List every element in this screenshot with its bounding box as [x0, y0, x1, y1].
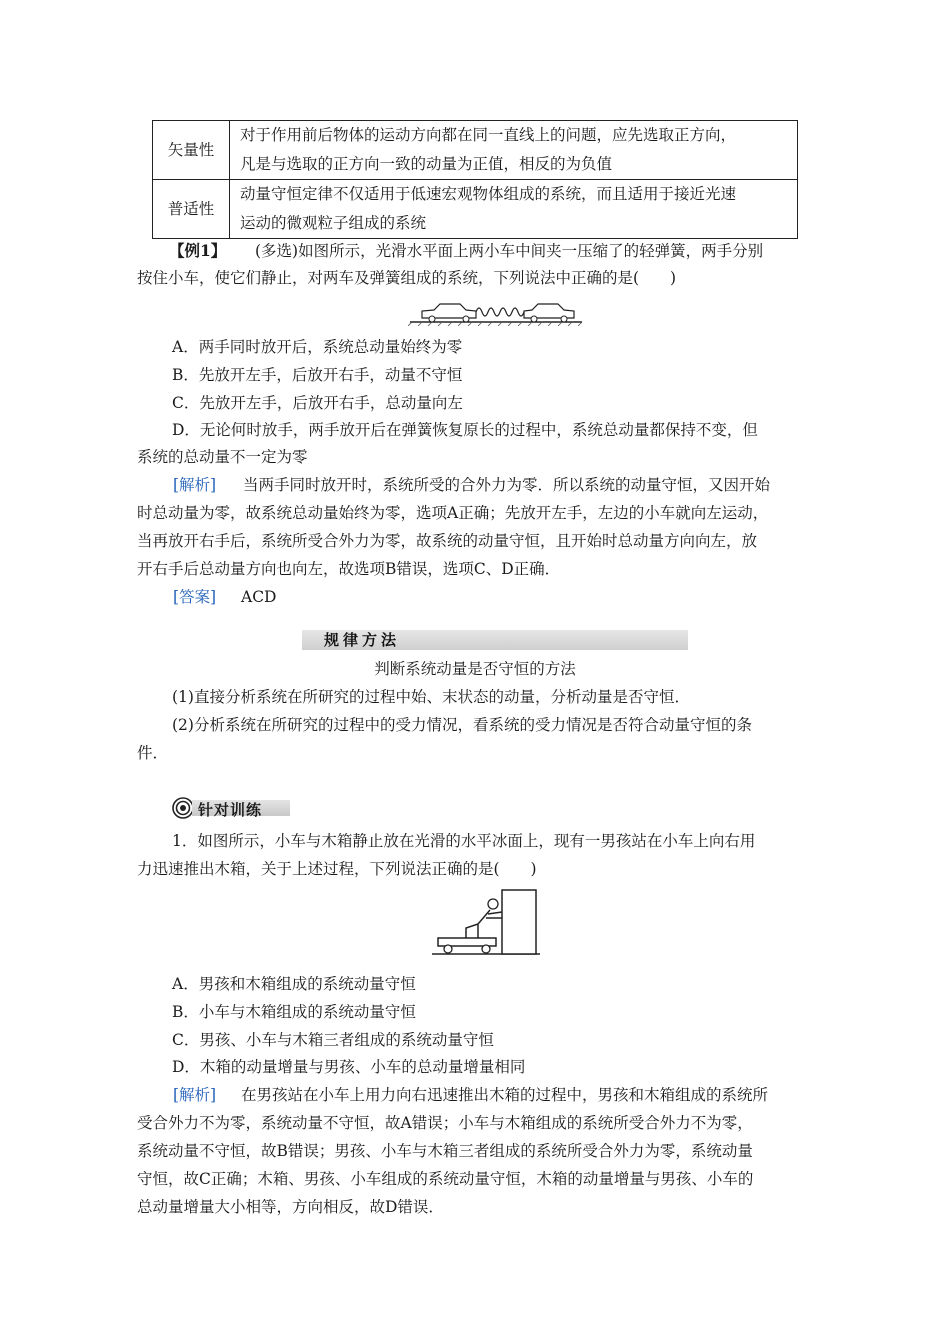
option-a: A．两手同时放开后，系统总动量始终为零	[172, 338, 463, 356]
table-value-line: 运动的微观粒子组成的系统	[240, 214, 427, 232]
table-value-line: 对于作用前后物体的运动方向都在同一直线上的问题，应先选取正方向，	[240, 126, 737, 144]
analysis-line: 当再放开右手后，系统所受合外力为零，故系统的动量守恒，且开始时总动量方向向左，放	[137, 532, 758, 550]
cars-spring-figure	[408, 298, 584, 326]
analysis-line: 受合外力不为零，系统动量不守恒，故A错误；小车与木箱组成的系统所受合外力不为零，	[137, 1114, 753, 1132]
option-c: C．先放开左手，后放开右手，总动量向左	[172, 394, 463, 412]
property-table	[152, 120, 798, 239]
analysis-text: 当两手同时放开时，系统所受的合外力为零．所以系统的动量守恒，又因开始	[243, 476, 771, 494]
analysis-line: 守恒，故C正确；木箱、男孩、小车组成的系统动量守恒，木箱的动量增量与男孩、小车的	[137, 1170, 754, 1188]
analysis-label: [解析]	[173, 476, 217, 494]
answer-label: [答案]	[173, 588, 217, 606]
table-value	[230, 180, 798, 239]
analysis-text: 在男孩站在小车上用力向右迅速推出木箱的过程中，男孩和木箱组成的系统所	[241, 1086, 769, 1104]
boy-cart-box-figure	[432, 888, 540, 958]
option-b: B．小车与木箱组成的系统动量守恒	[172, 1003, 416, 1021]
method-banner-label: 规律方法	[324, 631, 401, 649]
table-row	[153, 121, 798, 180]
question1-line2: 力迅速推出木箱，关于上述过程，下列说法正确的是( )	[137, 860, 537, 878]
analysis-line: 总动量增量大小相等，方向相反，故D错误．	[137, 1198, 444, 1216]
table-key: 矢量性	[153, 121, 230, 180]
option-c: C．男孩、小车与木箱三者组成的系统动量守恒	[172, 1031, 494, 1049]
target-icon	[172, 797, 194, 819]
method-point-1: (1)直接分析系统在所研究的过程中始、末状态的动量，分析动量是否守恒．	[172, 688, 690, 706]
practice-badge-label: 针对训练	[198, 801, 263, 819]
table-row	[153, 180, 798, 239]
table-value-line: 动量守恒定律不仅适用于低速宏观物体组成的系统，而且适用于接近光速	[240, 185, 737, 203]
example1-line2: 按住小车，使它们静止，对两车及弹簧组成的系统，下列说法中正确的是( )	[137, 269, 677, 287]
option-d: D．木箱的动量增量与男孩、小车的总动量增量相同	[172, 1058, 526, 1076]
analysis-label: [解析]	[173, 1086, 217, 1104]
method-point-2: (2)分析系统在所研究的过程中的受力情况，看系统的受力情况是否符合动量守恒的条	[172, 716, 752, 734]
analysis-line: 开右手后总动量方向也向左，故选项B错误，选项C、D正确．	[137, 560, 561, 578]
analysis-line: 时总动量为零，故系统总动量始终为零，选项A正确；先放开左手，左边的小车就向左运动，	[137, 504, 769, 522]
option-a: A．男孩和木箱组成的系统动量守恒	[172, 975, 416, 993]
answer-value: ACD	[241, 588, 277, 606]
option-b: B．先放开左手，后放开右手，动量不守恒	[172, 366, 463, 384]
practice-badge	[172, 797, 292, 819]
method-banner	[302, 630, 688, 650]
analysis-line: 系统动量不守恒，故B错误；男孩、小车与木箱三者组成的系统所受合外力为零，系统动量	[137, 1142, 753, 1160]
question1-line1: 1．如图所示，小车与木箱静止放在光滑的水平冰面上，现有一男孩站在小车上向右用	[172, 832, 756, 850]
table-value	[230, 121, 798, 180]
method-point-2-continued: 件．	[137, 744, 169, 762]
example-label: 【例1】	[169, 241, 227, 260]
example-text: (多选)如图所示，光滑水平面上两小车中间夹一压缩了的轻弹簧，两手分别	[255, 242, 764, 260]
method-title: 判断系统动量是否守恒的方法	[374, 660, 576, 678]
table-key: 普适性	[153, 180, 230, 239]
option-d-continued: 系统的总动量不一定为零	[137, 448, 308, 466]
option-d: D．无论何时放手，两手放开后在弹簧恢复原长的过程中，系统总动量都保持不变，但	[172, 421, 758, 439]
table-value-line: 凡是与选取的正方向一致的动量为正值，相反的为负值	[240, 155, 613, 173]
